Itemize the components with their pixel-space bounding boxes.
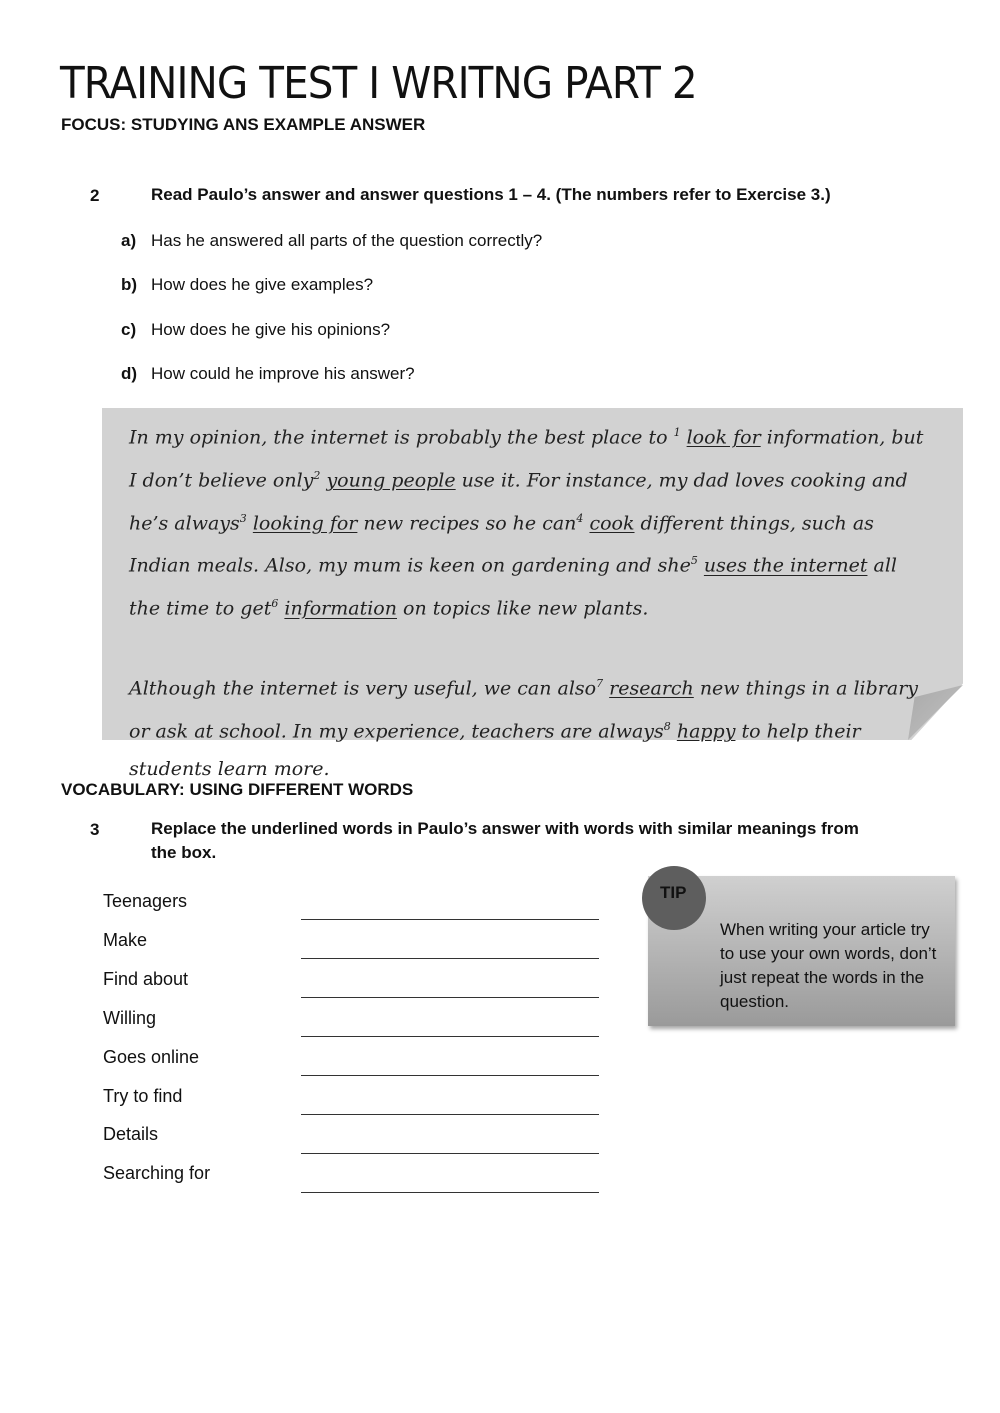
paulo-answer [129, 414, 929, 788]
question-c [121, 320, 390, 340]
ref-number: 6 [271, 597, 279, 611]
vocabulary-heading: VOCABULARY: USING DIFFERENT WORDS [61, 780, 414, 799]
exercise-2-number: 2 [90, 186, 100, 205]
question-letter: b) [121, 275, 138, 294]
answer-text: new things in a library or ask at school. In my experience, teachers are always [129, 677, 919, 743]
ref-number: 1 [673, 426, 681, 439]
answer-text: all the time to get [129, 554, 897, 620]
answer-paragraph-1 [129, 414, 929, 628]
ref-number: 8 [663, 719, 671, 733]
question-text: How could he improve his answer? [151, 364, 415, 383]
answer-text: on topics like new plants. [396, 597, 649, 620]
answer-text: new recipes so he can [357, 511, 577, 534]
vocab-word: Try to find [103, 1086, 183, 1106]
answer-blank-line[interactable] [301, 1075, 599, 1076]
underlined-phrase: research [609, 677, 694, 700]
answer-blank-line[interactable] [301, 1192, 599, 1193]
underlined-phrase: looking for [252, 511, 358, 534]
answer-blank-line[interactable] [301, 958, 599, 959]
question-letter: c) [121, 320, 137, 339]
vocab-word: Make [103, 930, 148, 950]
answer-text: use it. For instance, my dad loves cooking and he’s always [129, 469, 908, 534]
answer-text: Although the internet is very useful, we can also [129, 677, 597, 700]
vocab-word: Goes online [103, 1047, 200, 1067]
tip-label: TIP [660, 883, 687, 902]
ref-number: 2 [313, 468, 321, 482]
tip-text: When writing your article try to use your own words, don’t just repeat the words in the question. [720, 920, 937, 1011]
question-letter: a) [121, 231, 137, 250]
exercise-3-instruction-line-2: the box. [151, 843, 217, 862]
page-title: TRAINING TEST I WRITNG PART 2 [60, 58, 697, 109]
exercise-2-instruction: Read Paulo’s answer and answer questions 1 – 4. (The numbers refer to Exercise 3.) [151, 185, 831, 204]
underlined-phrase: uses the internet [703, 554, 868, 577]
answer-text: In my opinion, the internet is probably the best place to [129, 426, 674, 449]
answer-paragraph-2 [129, 665, 929, 788]
question-text: Has he answered all parts of the question correctly? [151, 231, 543, 250]
underlined-phrase: information [284, 597, 397, 620]
page-subtitle: FOCUS: STUDYING ANS EXAMPLE ANSWER [61, 115, 426, 134]
answer-blank-line[interactable] [301, 997, 599, 998]
vocab-word: Searching for [103, 1163, 211, 1183]
answer-text: to help their students learn more. [129, 720, 861, 780]
question-text: How does he give his opinions? [151, 320, 391, 339]
ref-number: 4 [576, 511, 584, 525]
answer-blank-line[interactable] [301, 1153, 599, 1154]
exercise-3-instruction-line-1: Replace the underlined words in Paulo’s answer with words with similar meanings from [151, 819, 859, 838]
ref-number: 5 [690, 554, 698, 568]
answer-blank-line[interactable] [301, 1036, 599, 1037]
question-a [121, 231, 542, 251]
underlined-phrase: happy [676, 720, 736, 743]
answer-text: different things, such as Indian meals. Also, my mum is keen on gardening and she [129, 511, 874, 577]
question-d [121, 364, 415, 384]
question-b [121, 275, 373, 295]
vocab-word: Teenagers [103, 891, 188, 911]
ref-number: 7 [596, 677, 604, 691]
vocab-word: Find about [103, 969, 189, 989]
vocab-word: Details [103, 1124, 159, 1144]
ref-number: 3 [239, 511, 247, 525]
question-letter: d) [121, 364, 138, 383]
vocab-word: Willing [103, 1008, 157, 1028]
underlined-phrase: cook [589, 511, 635, 534]
underlined-phrase: look for [686, 426, 761, 449]
answer-text: information, but I don’t believe only [129, 426, 924, 492]
underlined-phrase: young people [326, 469, 456, 492]
answer-blank-line[interactable] [301, 919, 599, 920]
exercise-3-number: 3 [90, 820, 100, 839]
question-text: How does he give examples? [151, 275, 374, 294]
answer-blank-line[interactable] [301, 1114, 599, 1115]
